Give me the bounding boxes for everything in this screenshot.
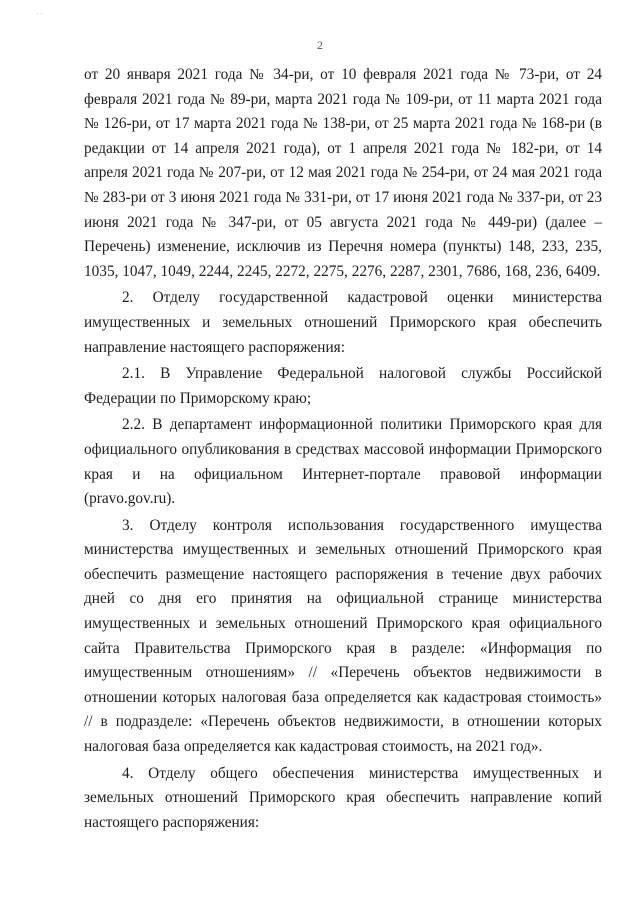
document-body	[84, 63, 602, 835]
paragraph-item-4: 4. Отделу общего обеспечения министерства имущественных и земельных отношений Приморского края обеспечить направление копий настоящего распоряжения:	[84, 764, 602, 831]
paragraph-item-3: 3. Отделу контроля использования государственного имущества министерства имущественных и земельных отношений Приморского края обеспечить размещение настоящего распоряжения в течение двух рабочих дней со дня его принятия на официальной странице министерства имущественных и земельных отношений Приморского края официального сайта Правительства Приморского края в разделе: «Информация по имущественным отношениям» // «Перечень объектов недвижимости в отношении которых налоговая база определяется как кадастровая стоимость» // в подразделе: «Перечень объектов недвижимости, в отношении которых налоговая база определяется как кадастровая стоимость, на 2021 год».	[84, 516, 602, 756]
paragraph-item-2-2: 2.2. В департамент информационной политики Приморского края для официального опубликования в средствах массовой информации Приморского края и на официальном Интернет-портале правовой информации (pravo.gov.ru).	[84, 416, 602, 508]
paragraph-item-2: 2. Отделу государственной кадастровой оценки министерства имущественных и земельных отношений Приморского края обеспечить направление настоящего распоряжения:	[84, 289, 602, 356]
paragraph-continuation: от 20 января 2021 года № 34-ри, от 10 февраля 2021 года № 73-ри, от 24 февраля 2021 года № 89-ри, марта 2021 года № 109-ри, от 11 марта 2021 года № 126-ри, от 17 марта 2021 года № 138-ри, от 25 марта 2021 года № 168-ри (в редакции от 14 апреля 2021 года), от 1 апреля 2021 года № 182-ри, от 14 апреля 2021 года № 207-ри, от 12 мая 2021 года № 254-ри, от 24 мая 2021 года № 283-ри от 3 июня 2021 года № 331-ри, от 17 июня 2021 года № 337-ри, от 23 июня 2021 года № 347-ри, от 05 августа 2021 года № 449-ри) (далее – Перечень) изменение, исключив из Перечня номера (пункты) 148, 233, 235, 1035, 1047, 1049, 2244, 2245, 2272, 2275, 2276, 2287, 2301, 7686, 168, 236, 6409.	[84, 66, 602, 280]
page-number: 2	[317, 38, 323, 52]
scan-mark: · ·	[36, 10, 43, 18]
paragraph-item-2-1: 2.1. В Управление Федеральной налоговой службы Российской Федерации по Приморскому краю;	[84, 365, 602, 407]
